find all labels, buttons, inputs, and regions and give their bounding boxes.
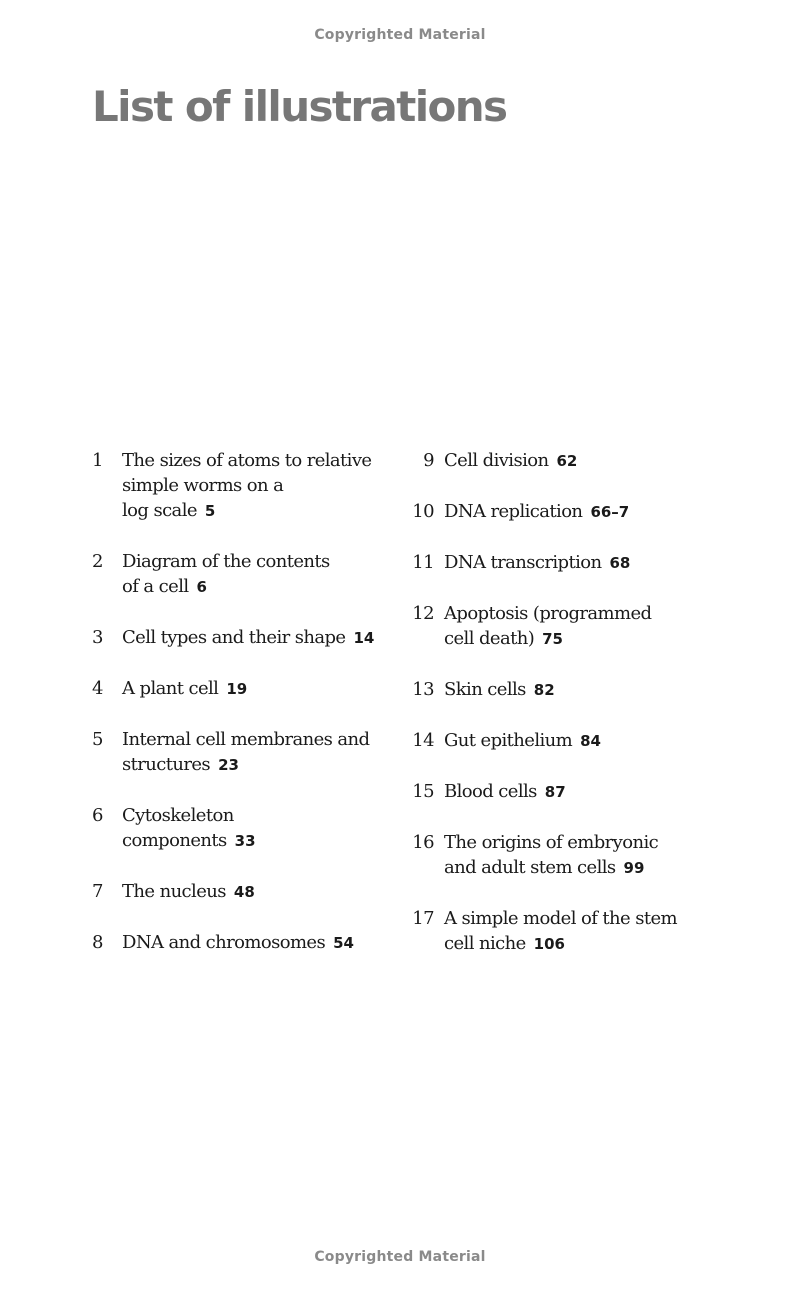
illustration-number: 15 bbox=[412, 781, 434, 802]
caption-line bbox=[122, 676, 392, 702]
caption-text: cell niche bbox=[444, 933, 526, 954]
illustration-entry bbox=[412, 677, 702, 703]
caption-text: DNA transcription bbox=[444, 552, 602, 573]
page-number: 54 bbox=[333, 934, 354, 952]
illustration-entry bbox=[92, 930, 392, 956]
illustration-caption bbox=[444, 779, 702, 805]
illustration-number: 6 bbox=[92, 805, 103, 826]
page-number: 99 bbox=[623, 859, 645, 877]
caption-text: Diagram of the contents bbox=[122, 551, 330, 572]
caption-line bbox=[444, 779, 702, 805]
illustration-caption bbox=[444, 448, 702, 474]
caption-text: Internal cell membranes and bbox=[122, 729, 370, 750]
caption-text: cell death) bbox=[444, 628, 535, 649]
caption-line bbox=[122, 879, 392, 905]
illustration-caption bbox=[444, 677, 702, 703]
caption-line bbox=[122, 574, 392, 600]
caption-line bbox=[122, 828, 392, 854]
caption-line bbox=[122, 549, 392, 574]
illustration-number: 14 bbox=[412, 730, 434, 751]
illustration-caption bbox=[444, 830, 702, 881]
illustration-entry bbox=[412, 779, 702, 805]
caption-text: simple worms on a bbox=[122, 475, 284, 496]
caption-line bbox=[444, 906, 702, 931]
page-number: 6 bbox=[196, 578, 207, 596]
caption-text: Apoptosis (programmed bbox=[444, 603, 652, 624]
caption-text: Cell types and their shape bbox=[122, 627, 346, 648]
illustration-number: 4 bbox=[92, 678, 103, 699]
illustration-entry bbox=[412, 550, 702, 576]
illustration-caption bbox=[444, 601, 702, 652]
illustration-entry bbox=[412, 601, 702, 652]
illustration-caption bbox=[444, 728, 702, 754]
caption-text: A simple model of the stem bbox=[444, 908, 678, 929]
illustration-number: 11 bbox=[412, 552, 434, 573]
caption-line bbox=[444, 931, 702, 957]
illustration-number: 13 bbox=[412, 679, 434, 700]
illustration-entry bbox=[92, 625, 392, 651]
illustration-caption bbox=[122, 448, 392, 524]
illustration-entry bbox=[412, 830, 702, 881]
illustration-entry bbox=[92, 549, 392, 600]
caption-line bbox=[444, 550, 702, 576]
page-number: 75 bbox=[542, 630, 563, 648]
page-number: 66–7 bbox=[590, 503, 630, 521]
illustration-caption bbox=[122, 676, 392, 702]
illustration-entry bbox=[412, 448, 702, 474]
page-number: 82 bbox=[533, 681, 555, 699]
illustrations-list-right bbox=[412, 448, 702, 982]
page-number: 23 bbox=[218, 756, 239, 774]
caption-line bbox=[444, 728, 702, 754]
caption-line bbox=[444, 448, 702, 474]
illustration-entry bbox=[412, 906, 702, 957]
illustration-entry bbox=[412, 728, 702, 754]
illustration-number: 7 bbox=[92, 881, 103, 902]
caption-line bbox=[122, 803, 392, 828]
illustration-entry bbox=[92, 803, 392, 854]
illustration-entry bbox=[412, 499, 702, 525]
caption-text: The origins of embryonic bbox=[444, 832, 659, 853]
illustration-caption bbox=[122, 625, 392, 651]
illustration-caption bbox=[122, 930, 392, 956]
caption-line bbox=[122, 498, 392, 524]
caption-line bbox=[444, 626, 702, 652]
caption-text: A plant cell bbox=[122, 678, 219, 699]
illustration-caption bbox=[444, 906, 702, 957]
caption-text: Cytoskeleton bbox=[122, 805, 234, 826]
page-title: List of illustrations bbox=[92, 82, 507, 131]
illustration-entry bbox=[92, 879, 392, 905]
illustration-number: 1 bbox=[92, 450, 103, 471]
illustration-entry bbox=[92, 676, 392, 702]
illustration-number: 3 bbox=[92, 627, 103, 648]
caption-line bbox=[122, 930, 392, 956]
caption-line bbox=[122, 448, 392, 473]
caption-text: Skin cells bbox=[444, 679, 526, 700]
page-number: 48 bbox=[233, 883, 255, 901]
caption-text: Blood cells bbox=[444, 781, 537, 802]
page-number: 68 bbox=[609, 554, 631, 572]
caption-text: components bbox=[122, 830, 227, 851]
illustration-number: 2 bbox=[92, 551, 103, 572]
page-number: 62 bbox=[556, 452, 578, 470]
page-number: 33 bbox=[234, 832, 256, 850]
illustration-caption bbox=[444, 499, 702, 525]
page-number: 87 bbox=[544, 783, 566, 801]
illustrations-list-left bbox=[92, 448, 392, 981]
caption-line bbox=[122, 473, 392, 498]
caption-line bbox=[444, 830, 702, 855]
caption-text: log scale bbox=[122, 500, 197, 521]
illustration-entry bbox=[92, 727, 392, 778]
caption-line bbox=[444, 601, 702, 626]
illustration-number: 10 bbox=[412, 501, 434, 522]
caption-text: and adult stem cells bbox=[444, 857, 616, 878]
caption-text: DNA replication bbox=[444, 501, 583, 522]
illustration-number: 5 bbox=[92, 729, 103, 750]
copyright-watermark-bottom: Copyrighted Material bbox=[314, 1249, 486, 1265]
illustration-caption bbox=[122, 727, 392, 778]
caption-text: Gut epithelium bbox=[444, 730, 573, 751]
illustration-number: 8 bbox=[92, 932, 103, 953]
page-number: 19 bbox=[226, 680, 248, 698]
copyright-watermark-top: Copyrighted Material bbox=[314, 27, 486, 43]
caption-line bbox=[122, 752, 392, 778]
caption-text: of a cell bbox=[122, 576, 189, 597]
illustration-caption bbox=[122, 549, 392, 600]
illustration-entry bbox=[92, 448, 392, 524]
caption-line bbox=[122, 727, 392, 752]
caption-text: structures bbox=[122, 754, 211, 775]
illustration-number: 12 bbox=[412, 603, 434, 624]
caption-text: The sizes of atoms to relative bbox=[122, 450, 372, 471]
caption-line bbox=[444, 855, 702, 881]
illustration-number: 16 bbox=[412, 832, 434, 853]
illustration-caption bbox=[444, 550, 702, 576]
caption-line bbox=[444, 677, 702, 703]
illustration-caption bbox=[122, 879, 392, 905]
caption-text: DNA and chromosomes bbox=[122, 932, 326, 953]
illustration-caption bbox=[122, 803, 392, 854]
page-number: 14 bbox=[353, 629, 375, 647]
caption-text: The nucleus bbox=[122, 881, 226, 902]
caption-text: Cell division bbox=[444, 450, 549, 471]
illustration-number: 9 bbox=[423, 450, 434, 471]
page-number: 5 bbox=[204, 502, 216, 520]
caption-line bbox=[444, 499, 702, 525]
page-number: 106 bbox=[533, 935, 565, 953]
caption-line bbox=[122, 625, 392, 651]
page-number: 84 bbox=[580, 732, 601, 750]
illustration-number: 17 bbox=[412, 908, 434, 929]
